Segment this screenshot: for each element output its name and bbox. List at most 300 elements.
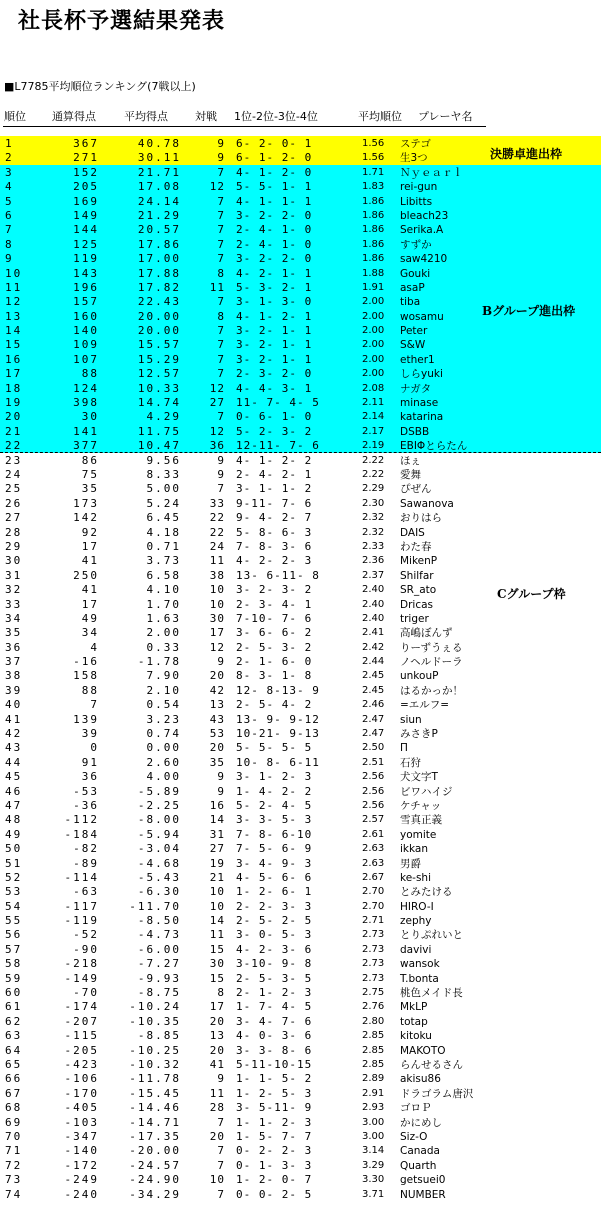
cell-avg: -15.45 — [129, 1086, 181, 1100]
cell-dist: 3- 3- 5- 3 — [236, 813, 313, 827]
cell-total: 169 — [73, 194, 99, 208]
cell-avg: -9.93 — [137, 971, 181, 985]
cell-dist: 10- 8- 6-11 — [236, 755, 320, 769]
cell-total: 125 — [73, 237, 99, 251]
cell-dist: 7- 8- 6-10 — [236, 827, 313, 841]
cell-dist: 5-11-10-15 — [236, 1058, 313, 1071]
cell-name: Siz-O — [400, 1130, 428, 1143]
cell-rank: 39 — [5, 683, 23, 697]
cell-games: 42 — [209, 683, 225, 697]
table-row — [0, 569, 601, 583]
cell-avgpos: 2.40 — [362, 584, 385, 596]
cell-avgpos: 1.56 — [362, 152, 385, 164]
cell-games: 20 — [209, 741, 225, 755]
cell-games: 9 — [217, 770, 225, 784]
cell-avg: 3.73 — [146, 554, 181, 568]
cell-name: Peter — [400, 325, 428, 338]
cell-name: ikkan — [400, 843, 428, 856]
ranking-subtitle: ■L7785平均順位ランキング(7戦以上) — [4, 80, 196, 93]
cell-avg: 20.00 — [137, 309, 181, 323]
cell-avg: -14.46 — [129, 1101, 181, 1115]
cell-games: 20 — [209, 1014, 225, 1028]
cell-rank: 74 — [5, 1187, 23, 1201]
cell-avg: -11.70 — [129, 899, 181, 913]
cell-total: 4 — [90, 640, 99, 654]
table-row — [0, 1029, 601, 1043]
cell-avg: -11.78 — [129, 1072, 181, 1086]
cell-avgpos: 2.41 — [362, 627, 385, 639]
cell-name: わた春 — [400, 540, 432, 553]
group-c-label: Cグループ枠 — [497, 587, 566, 601]
table-row — [0, 986, 601, 1000]
cell-dist: 3- 2- 1- 1 — [236, 324, 313, 338]
cell-rank: 26 — [5, 496, 23, 510]
cell-dist: 10-21- 9-13 — [236, 727, 320, 741]
cell-name: 雪真正義 — [400, 814, 442, 827]
cell-name: Π — [400, 742, 408, 755]
cell-games: 7 — [217, 338, 225, 352]
cell-dist: 2- 1- 6- 0 — [236, 655, 313, 669]
cell-dist: 3- 4- 9- 3 — [236, 856, 313, 870]
cell-dist: 2- 2- 3- 3 — [236, 899, 313, 913]
cell-total: -423 — [64, 1058, 99, 1071]
cell-avg: 4.29 — [146, 410, 181, 424]
cell-dist: 2- 4- 1- 0 — [236, 237, 313, 251]
cell-dist: 13- 6-11- 8 — [236, 568, 320, 582]
cell-games: 7 — [217, 237, 225, 251]
cell-total: 88 — [81, 367, 99, 381]
cell-name: Sawanova — [400, 497, 454, 510]
cell-avg: 0.54 — [146, 698, 181, 712]
cell-total: 398 — [73, 396, 99, 410]
cell-name: unkouP — [400, 670, 439, 683]
page-title: 社長杯予選結果発表 — [18, 8, 226, 34]
cell-games: 11 — [209, 280, 225, 294]
cell-games: 20 — [209, 669, 225, 683]
cell-games: 7 — [217, 352, 225, 366]
cell-name: 愛舞 — [400, 468, 421, 481]
cell-total: 41 — [81, 583, 99, 597]
cell-avgpos: 2.00 — [362, 339, 385, 351]
table-row — [0, 382, 601, 396]
cell-dist: 3- 2- 2- 0 — [236, 208, 313, 222]
table-row — [0, 425, 601, 439]
cell-avg: -2.25 — [137, 798, 181, 812]
cell-name: HIRO-I — [400, 900, 434, 913]
cell-rank: 21 — [5, 424, 23, 438]
cell-dist: 0- 0- 2- 5 — [236, 1187, 313, 1201]
cell-avg: -6.30 — [137, 885, 181, 899]
cell-rank: 8 — [5, 237, 14, 251]
cell-dist: 1- 2- 5- 3 — [236, 1086, 313, 1100]
cell-total: -172 — [64, 1158, 99, 1172]
cell-rank: 40 — [5, 698, 23, 712]
table-row — [0, 209, 601, 223]
cell-total: 75 — [81, 467, 99, 481]
cell-dist: 1- 4- 2- 2 — [236, 784, 313, 798]
cell-total: -405 — [64, 1101, 99, 1115]
cell-avgpos: 2.67 — [362, 871, 385, 883]
cell-rank: 19 — [5, 396, 23, 410]
cell-dist: 7- 5- 6- 9 — [236, 842, 313, 856]
cell-total: -119 — [64, 914, 99, 928]
cell-rank: 17 — [5, 367, 23, 381]
cell-total: 157 — [73, 295, 99, 309]
cell-total: -70 — [73, 986, 99, 1000]
table-row — [0, 238, 601, 252]
cell-rank: 9 — [5, 252, 14, 266]
table-row — [0, 626, 601, 640]
cell-avg: 0.33 — [146, 640, 181, 654]
table-row — [0, 497, 601, 511]
table-row — [0, 928, 601, 942]
table-row — [0, 338, 601, 352]
cell-name: SR_ato — [400, 584, 437, 597]
cell-avgpos: 2.22 — [362, 468, 385, 480]
cell-avg: 1.63 — [146, 611, 181, 625]
table-row — [0, 1188, 601, 1202]
table-row — [0, 885, 601, 899]
cell-rank: 73 — [5, 1173, 23, 1187]
cell-total: -90 — [73, 942, 99, 956]
cell-total: -103 — [64, 1115, 99, 1129]
table-row — [0, 756, 601, 770]
cell-games: 17 — [209, 1000, 225, 1014]
cell-avg: 17.86 — [137, 237, 181, 251]
cell-dist: 9-11- 7- 6 — [236, 496, 313, 510]
table-row — [0, 799, 601, 813]
cell-name: DAIS — [400, 526, 425, 539]
cell-games: 12 — [209, 381, 225, 395]
cell-total: 17 — [81, 597, 99, 611]
cell-dist: 0- 2- 2- 3 — [236, 1144, 313, 1158]
cell-dist: 3- 2- 1- 1 — [236, 352, 313, 366]
cell-rank: 72 — [5, 1158, 23, 1172]
cell-name: katarina — [400, 411, 444, 424]
cell-name: ke-shi — [400, 871, 431, 884]
cell-avgpos: 2.56 — [362, 785, 385, 797]
cell-avgpos: 2.42 — [362, 641, 385, 653]
cell-rank: 56 — [5, 928, 23, 942]
cell-name: らんせるさん — [400, 1059, 463, 1071]
cell-avg: -34.29 — [129, 1187, 181, 1201]
table-row — [0, 669, 601, 683]
cell-avg: -10.25 — [129, 1043, 181, 1057]
cell-avgpos: 1.83 — [362, 181, 385, 193]
table-row — [0, 655, 601, 669]
cell-name: はるかっか！ — [400, 684, 463, 697]
table-row — [0, 943, 601, 957]
cell-name: すずか — [400, 238, 432, 251]
cell-total: 88 — [81, 683, 99, 697]
cell-rank: 69 — [5, 1115, 23, 1129]
cell-name: DSBB — [400, 425, 430, 438]
cell-dist: 12-11- 7- 6 — [236, 439, 320, 453]
cell-avgpos: 2.00 — [362, 310, 385, 322]
cell-rank: 34 — [5, 611, 23, 625]
cell-games: 13 — [209, 698, 225, 712]
cell-rank: 43 — [5, 741, 23, 755]
cell-name: asaP — [400, 281, 425, 294]
cell-name: 石狩 — [400, 756, 421, 769]
cell-games: 7 — [217, 1115, 225, 1129]
cell-games: 9 — [217, 784, 225, 798]
cell-avgpos: 2.85 — [362, 1030, 385, 1042]
cell-name: ノヘルドーラ — [400, 656, 463, 669]
cell-avg: 17.88 — [137, 266, 181, 280]
table-row — [0, 267, 601, 281]
cell-rank: 5 — [5, 194, 14, 208]
cell-avgpos: 2.75 — [362, 987, 385, 999]
cell-rank: 53 — [5, 885, 23, 899]
cell-total: -249 — [64, 1173, 99, 1187]
cell-rank: 23 — [5, 453, 23, 467]
cell-rank: 1 — [5, 137, 14, 150]
table-row — [0, 1144, 601, 1158]
cell-avg: 2.10 — [146, 683, 181, 697]
cell-avgpos: 2.73 — [362, 958, 385, 970]
cell-rank: 10 — [5, 266, 23, 280]
table-row — [0, 684, 601, 698]
cell-avg: -6.00 — [137, 942, 181, 956]
cell-games: 8 — [217, 986, 225, 1000]
cell-dist: 3- 0- 5- 3 — [236, 928, 313, 942]
cell-total: -140 — [64, 1144, 99, 1158]
cell-games: 10 — [209, 885, 225, 899]
table-row — [0, 439, 601, 453]
cell-dist: 3- 1- 2- 3 — [236, 770, 313, 784]
cell-dist: 3- 3- 8- 6 — [236, 1043, 313, 1057]
cell-avgpos: 2.08 — [362, 382, 385, 394]
cell-dist: 4- 1- 2- 0 — [236, 165, 313, 179]
cell-name: Shilfar — [400, 569, 434, 582]
cell-name: ステゴ — [400, 138, 431, 150]
cell-avgpos: 2.00 — [362, 368, 385, 380]
table-row — [0, 957, 601, 971]
cell-rank: 36 — [5, 640, 23, 654]
cell-dist: 1- 2- 0- 7 — [236, 1173, 313, 1187]
cell-name: かにめし — [400, 1116, 442, 1129]
final-qualifier-label: 決勝卓進出枠 — [490, 147, 563, 161]
cell-avgpos: 2.30 — [362, 497, 385, 509]
cell-avgpos: 1.86 — [362, 238, 385, 250]
cell-name: kitoku — [400, 1030, 432, 1043]
cell-avgpos: 2.76 — [362, 1001, 385, 1013]
cell-dist: 5- 8- 6- 3 — [236, 525, 313, 539]
cell-dist: 9- 4- 2- 7 — [236, 511, 313, 525]
cell-games: 13 — [209, 1029, 225, 1043]
cell-avg: 0.74 — [146, 727, 181, 741]
cell-avg: 5.24 — [146, 496, 181, 510]
cell-dist: 2- 3- 4- 1 — [236, 597, 313, 611]
cell-total: 34 — [81, 626, 99, 640]
cell-dist: 6- 2- 0- 1 — [236, 137, 313, 150]
cell-games: 15 — [209, 971, 225, 985]
cell-avg: 2.00 — [146, 626, 181, 640]
cell-avgpos: 2.33 — [362, 540, 385, 552]
cell-name: Serika.A — [400, 224, 444, 237]
cell-rank: 44 — [5, 755, 23, 769]
cell-dist: 4- 2- 1- 1 — [236, 266, 313, 280]
cell-avg: -14.71 — [129, 1115, 181, 1129]
table-row — [0, 554, 601, 568]
cell-name: siun — [400, 713, 422, 726]
cell-rank: 38 — [5, 669, 23, 683]
cell-avgpos: 2.32 — [362, 512, 385, 524]
cell-rank: 24 — [5, 467, 23, 481]
cell-avg: 22.43 — [137, 295, 181, 309]
cell-total: 86 — [81, 453, 99, 467]
cell-name: tiba — [400, 296, 421, 309]
cell-rank: 4 — [5, 180, 14, 194]
cell-avg: 15.57 — [137, 338, 181, 352]
cell-dist: 1- 7- 4- 5 — [236, 1000, 313, 1014]
cell-rank: 29 — [5, 539, 23, 553]
table-row — [0, 511, 601, 525]
cell-avg: -8.85 — [137, 1029, 181, 1043]
cell-avgpos: 3.71 — [362, 1188, 385, 1200]
cell-rank: 12 — [5, 295, 23, 309]
cell-name: ゴロＰ — [400, 1102, 432, 1115]
cell-total: 160 — [73, 309, 99, 323]
cell-avg: -1.78 — [137, 655, 181, 669]
table-row — [0, 396, 601, 410]
ranking-table — [0, 137, 601, 1202]
cell-total: 119 — [73, 252, 99, 266]
table-row — [0, 1116, 601, 1130]
cell-name: ほぇ — [400, 454, 421, 467]
cell-games: 38 — [209, 568, 225, 582]
cell-rank: 60 — [5, 986, 23, 1000]
cell-rank: 42 — [5, 727, 23, 741]
cell-name: Canada — [400, 1145, 440, 1158]
cell-dist: 2- 1- 2- 3 — [236, 986, 313, 1000]
cell-avgpos: 2.32 — [362, 526, 385, 538]
table-row — [0, 468, 601, 482]
cell-avg: -8.00 — [137, 813, 181, 827]
cell-avg: 40.78 — [137, 137, 181, 150]
table-row — [0, 1000, 601, 1014]
cell-total: 30 — [81, 410, 99, 424]
cell-name: =エルフ= — [400, 699, 450, 712]
cell-games: 10 — [209, 597, 225, 611]
table-row — [0, 166, 601, 180]
cell-avg: -24.57 — [129, 1158, 181, 1172]
cell-avg: -4.73 — [137, 928, 181, 942]
cell-dist: 6- 1- 2- 0 — [236, 151, 313, 165]
cell-total: -63 — [73, 885, 99, 899]
cell-name: totap — [400, 1015, 428, 1028]
cell-dist: 3- 1- 1- 2 — [236, 482, 313, 496]
cell-name: 桃色メイド長 — [400, 987, 463, 1000]
group-b-qualifier-label: Bグループ進出枠 — [482, 304, 576, 318]
cell-avgpos: 2.45 — [362, 670, 385, 682]
cell-name: S&W — [400, 339, 426, 352]
cell-games: 27 — [209, 396, 225, 410]
cell-games: 7 — [217, 252, 225, 266]
table-row — [0, 842, 601, 856]
cell-games: 7 — [217, 1158, 225, 1172]
cell-name: NUMBER — [400, 1188, 446, 1201]
cell-total: -240 — [64, 1187, 99, 1201]
cell-games: 9 — [217, 655, 225, 669]
cell-name: ether1 — [400, 353, 435, 366]
cell-avg: 21.71 — [137, 165, 181, 179]
cell-avg: -5.94 — [137, 827, 181, 841]
cell-games: 7 — [217, 1187, 225, 1201]
cell-avgpos: 2.73 — [362, 972, 385, 984]
cell-avg: 21.29 — [137, 208, 181, 222]
cell-total: 158 — [73, 669, 99, 683]
cell-total: -184 — [64, 827, 99, 841]
cell-total: 144 — [73, 223, 99, 237]
cell-rank: 47 — [5, 798, 23, 812]
cell-rank: 63 — [5, 1029, 23, 1043]
table-row — [0, 741, 601, 755]
cell-games: 11 — [209, 554, 225, 568]
cell-name: Ｎｙｅａｒｌ — [400, 166, 463, 179]
cell-dist: 12- 8-13- 9 — [236, 683, 320, 697]
cell-avgpos: 2.70 — [362, 886, 385, 898]
cell-games: 12 — [209, 424, 225, 438]
cell-total: 91 — [81, 755, 99, 769]
cell-total: 149 — [73, 208, 99, 222]
cell-games: 11 — [209, 1086, 225, 1100]
cell-total: -347 — [64, 1129, 99, 1143]
cell-name: wansok — [400, 958, 440, 971]
cell-avgpos: 2.70 — [362, 900, 385, 912]
cell-dist: 4- 1- 2- 2 — [236, 453, 313, 467]
cell-avg: 8.33 — [146, 467, 181, 481]
cell-dist: 13- 9- 9-12 — [236, 712, 320, 726]
table-row — [0, 526, 601, 540]
cell-avgpos: 2.19 — [362, 440, 385, 452]
cell-rank: 28 — [5, 525, 23, 539]
header-divider — [3, 126, 486, 127]
cell-games: 7 — [217, 482, 225, 496]
table-row — [0, 785, 601, 799]
cell-avgpos: 3.00 — [362, 1116, 385, 1128]
cell-avg: -20.00 — [129, 1144, 181, 1158]
table-header — [0, 108, 601, 124]
cell-total: -115 — [64, 1029, 99, 1043]
cell-avgpos: 2.14 — [362, 411, 385, 423]
cell-name: みさきP — [400, 728, 438, 741]
cell-rank: 65 — [5, 1058, 23, 1071]
cell-dist: 2- 5- 4- 2 — [236, 698, 313, 712]
cell-rank: 61 — [5, 1000, 23, 1014]
cell-avgpos: 2.40 — [362, 598, 385, 610]
cell-avg: -8.50 — [137, 914, 181, 928]
cell-name: Libitts — [400, 195, 433, 208]
cell-avgpos: 2.17 — [362, 425, 385, 437]
cell-avg: 5.00 — [146, 482, 181, 496]
cell-rank: 11 — [5, 280, 23, 294]
cell-dist: 1- 5- 7- 7 — [236, 1129, 313, 1143]
cell-avgpos: 2.50 — [362, 742, 385, 754]
cell-avg: 3.23 — [146, 712, 181, 726]
cell-avgpos: 1.86 — [362, 253, 385, 265]
cell-avgpos: 3.00 — [362, 1130, 385, 1142]
cell-avgpos: 2.00 — [362, 353, 385, 365]
cell-games: 19 — [209, 856, 225, 870]
cell-dist: 4- 5- 6- 6 — [236, 870, 313, 884]
table-row — [0, 281, 601, 295]
cell-avgpos: 2.63 — [362, 843, 385, 855]
cell-dist: 2- 5- 3- 2 — [236, 640, 313, 654]
cell-total: 49 — [81, 611, 99, 625]
cell-avgpos: 1.88 — [362, 267, 385, 279]
